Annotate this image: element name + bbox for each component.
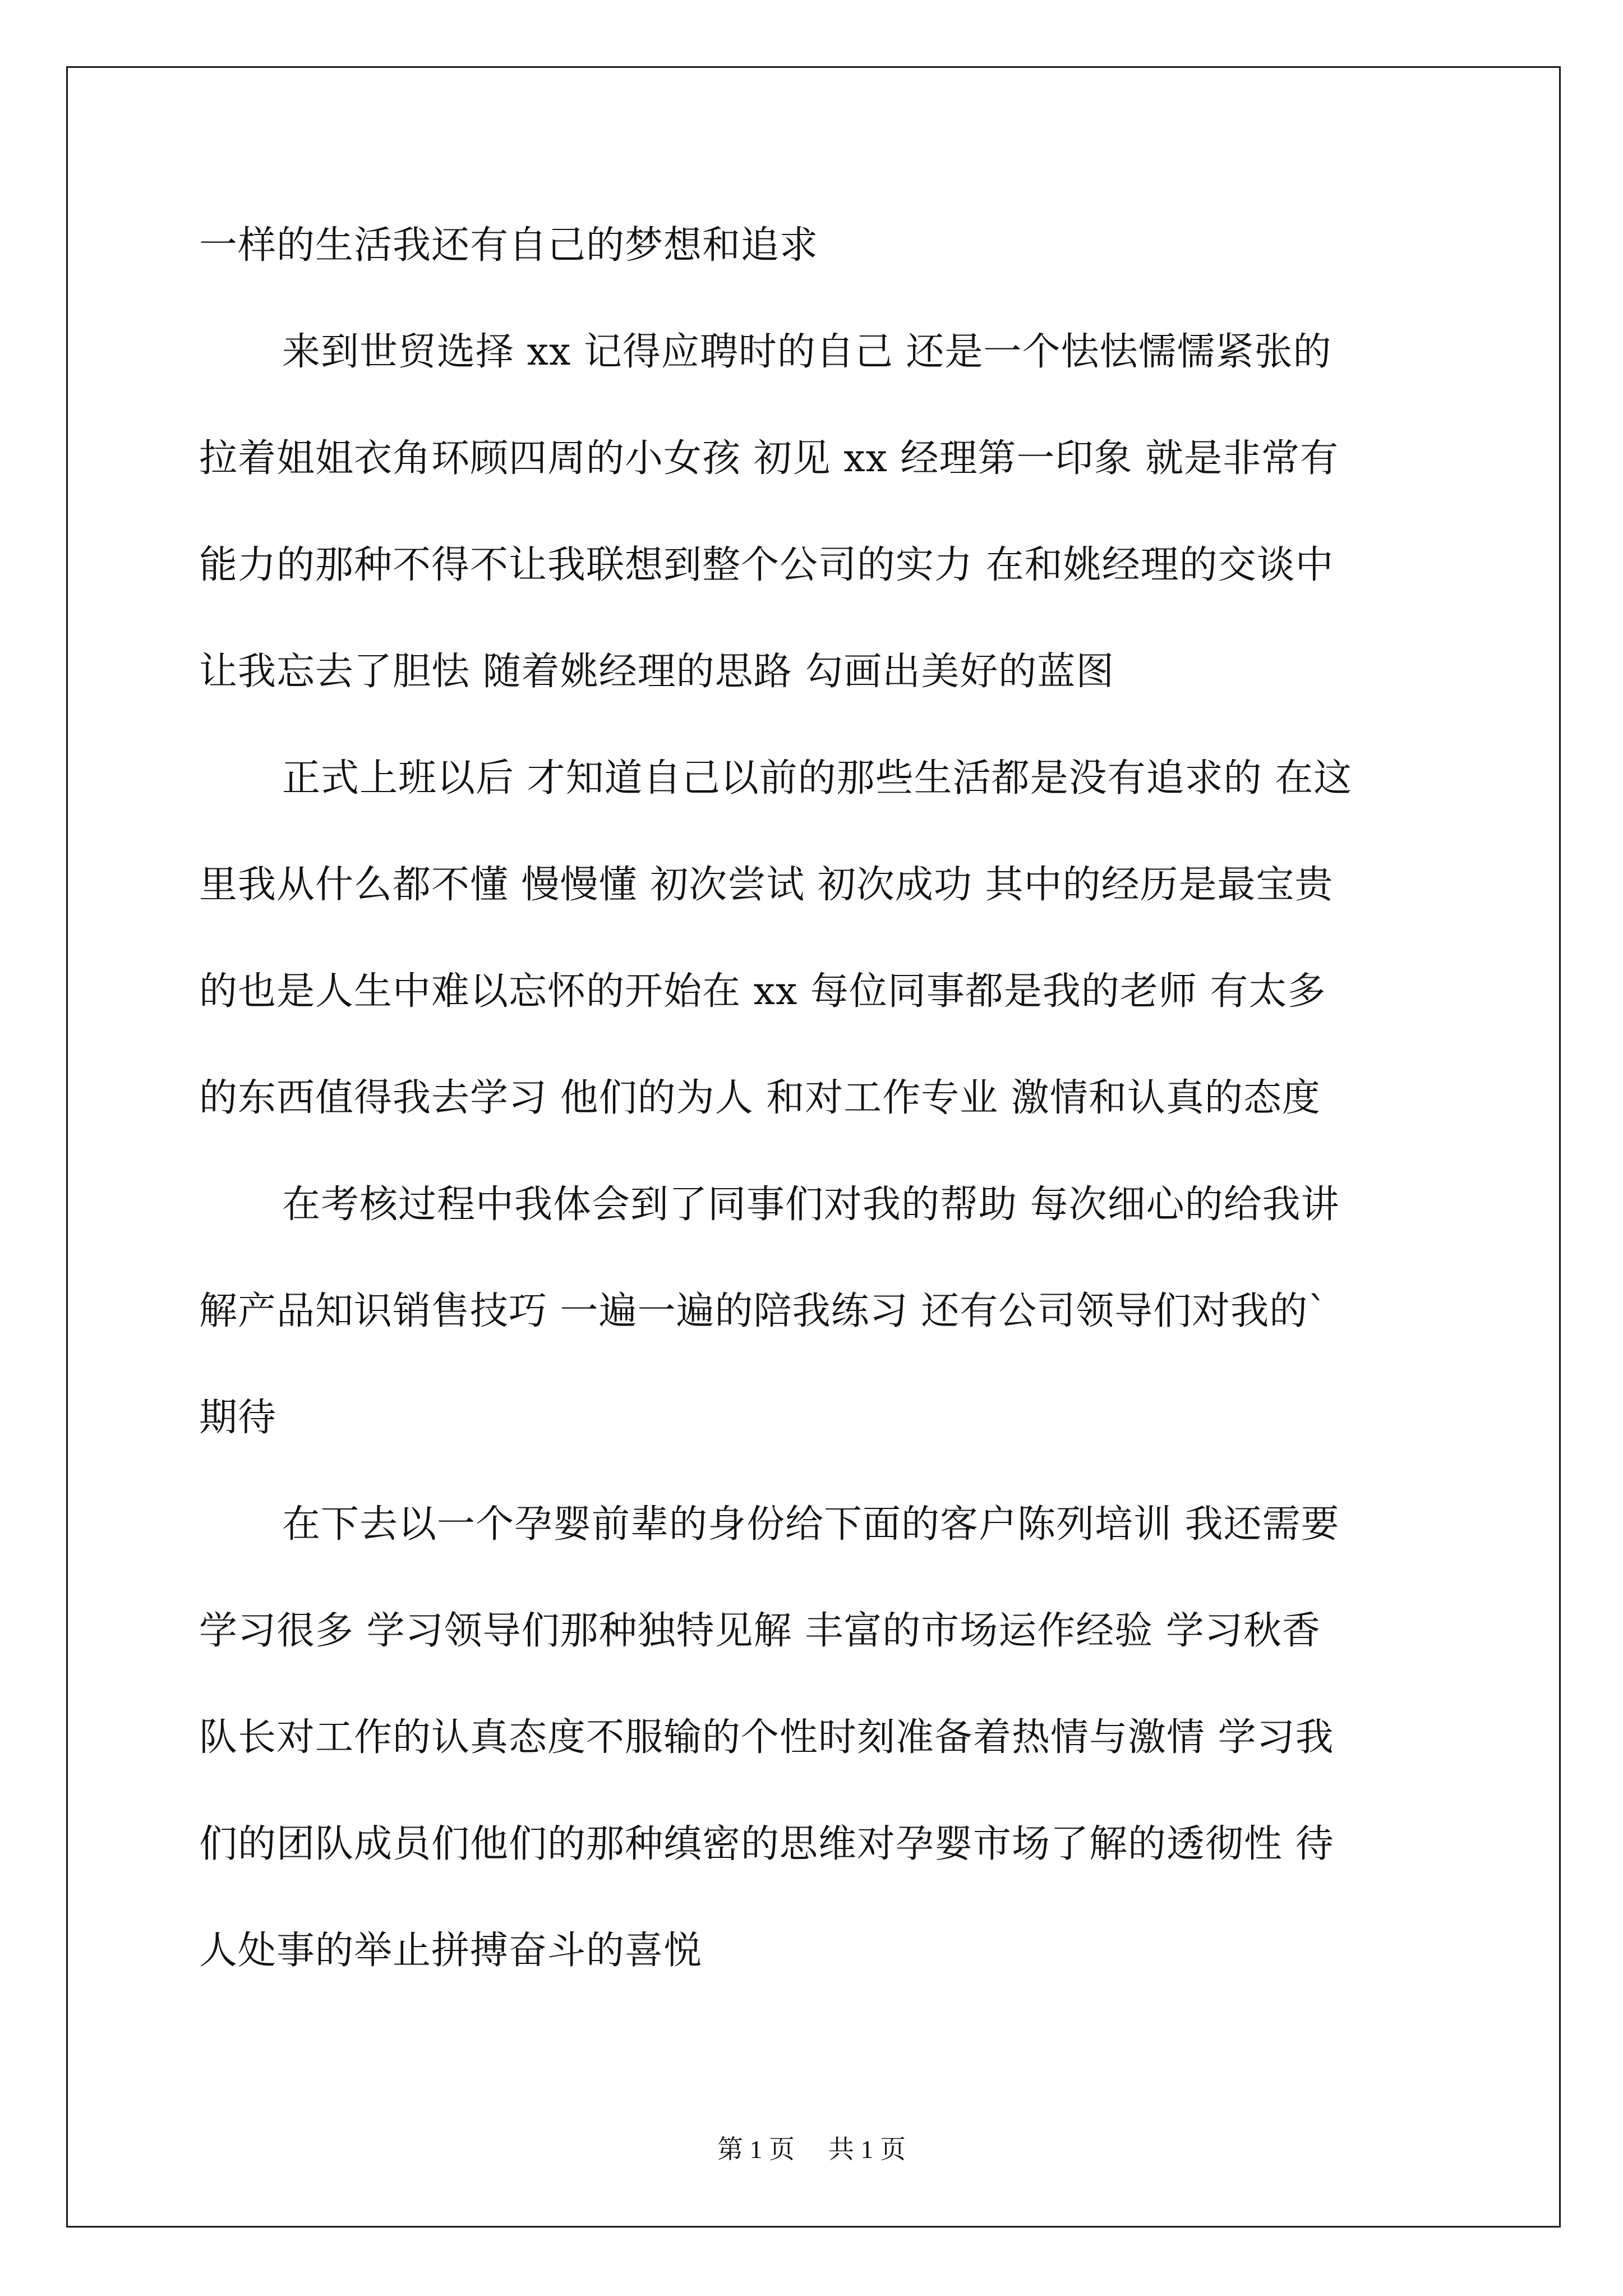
text-line: 的东西值得我去学习 他们的为人 和对工作专业 激情和认真的态度 — [199, 1076, 1321, 1120]
text-line: 队长对工作的认真态度不服输的个性时刻准备着热情与激情 学习我 — [199, 1715, 1334, 1760]
text-line: 能力的那种不得不让我联想到整个公司的实力 在和姚经理的交谈中 — [199, 543, 1334, 587]
page-total: 共 1 页 — [828, 2135, 906, 2164]
paragraph-start-line: 在下去以一个孕婴前辈的身份给下面的客户陈列培训 我还需要 — [282, 1502, 1340, 1547]
page-footer — [0, 2129, 1623, 2166]
paragraph-start-line: 在考核过程中我体会到了同事们对我的帮助 每次细心的给我讲 — [282, 1182, 1340, 1227]
document-body — [199, 212, 1427, 2024]
text-line: 里我从什么都不懂 慢慢懂 初次尝试 初次成功 其中的经历是最宝贵 — [199, 863, 1334, 907]
text-line: 期待 — [199, 1396, 277, 1440]
text-line: 的也是人生中难以忘怀的开始在 xx 每位同事都是我的老师 有太多 — [199, 969, 1326, 1014]
page-number: 第 1 页 — [717, 2135, 795, 2164]
text-line: 让我忘去了胆怯 随着姚经理的思路 勾画出美好的蓝图 — [199, 650, 1115, 694]
text-line: 们的团队成员们他们的那种缜密的思维对孕婴市场了解的透彻性 待 — [199, 1822, 1334, 1866]
text-line: 学习很多 学习领导们那种独特见解 丰富的市场运作经验 学习秋香 — [199, 1609, 1321, 1653]
paragraph-start-line: 来到世贸选择 xx 记得应聘时的自己 还是一个怯怯懦懦紧张的 — [282, 330, 1332, 374]
text-line: 人处事的举止拼搏奋斗的喜悦 — [199, 1929, 703, 1973]
paragraph-start-line: 正式上班以后 才知道自己以前的那些生活都是没有追求的 在这 — [282, 756, 1353, 800]
text-line: 解产品知识销售技巧 一遍一遍的陪我练习 还有公司领导们对我的` — [199, 1289, 1328, 1333]
text-line: 一样的生活我还有自己的梦想和追求 — [199, 223, 819, 268]
text-line: 拉着姐姐衣角环顾四周的小女孩 初见 xx 经理第一印象 就是非常有 — [199, 436, 1339, 481]
